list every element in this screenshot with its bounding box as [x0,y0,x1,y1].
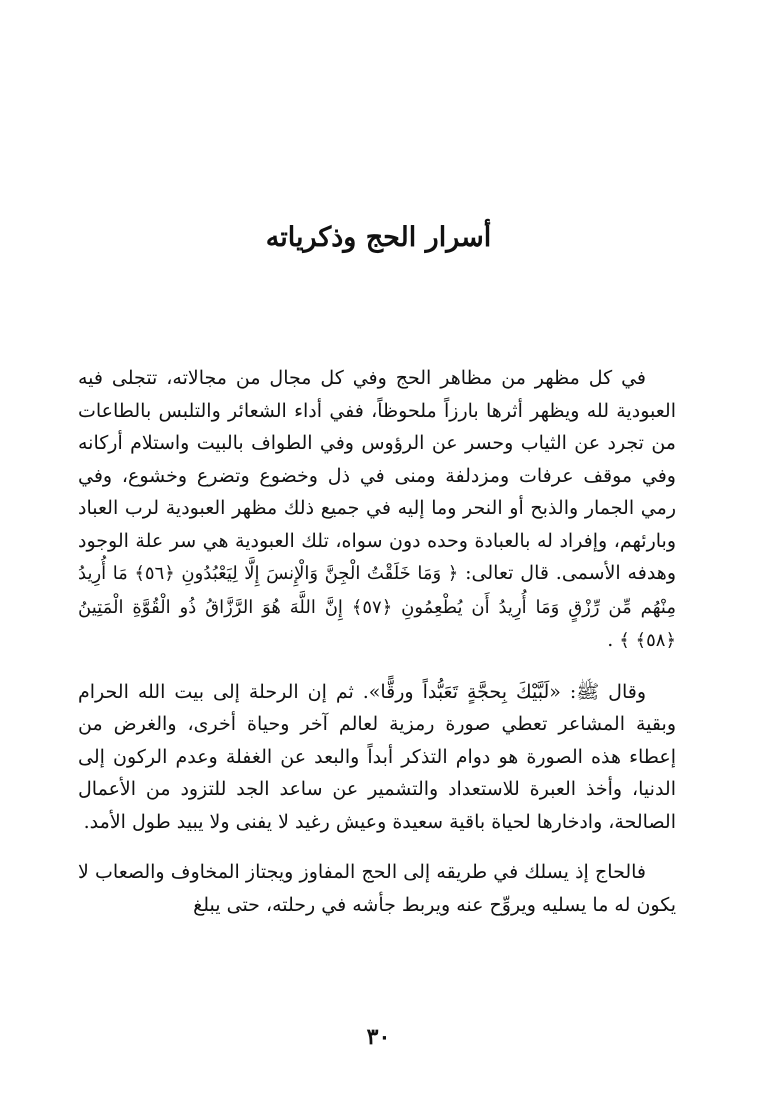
paragraph-2: وقال ﷺ: «لَبَّيْكَ بِحجَّةٍ تَعَبُّداً ورقًّا». ثم إن الرحلة إلى بيت الله الحرام وبقية المشاعر تعطي صورة رمزية لعالم آخر وحياة أخرى، والغرض من إعطاء هذه الصورة هو دوام التذكر أبداً والبعد عن الغفلة وعدم الركون إلى الدنيا، وأخذ العبرة للاستعداد والتشمير عن ساعد الجد للتزود من الأعمال الصالحة، وادخارها لحياة باقية سعيدة وعيش رغيد لا يفنى ولا يبيد طول الأمد. [78,680,676,833]
paragraph-1 [78,362,676,658]
page-title: أسرار الحج وذكرياته [265,222,492,253]
paragraph-3: فالحاج إذ يسلك في طريقه إلى الحج المفاوز ويجتاز المخاوف والصعاب لا يكون له ما يسليه ويروِّح عنه ويربط جأشه في رحلته، حتى يبلغ [78,861,676,916]
quran-verse: ﴿ وَمَا خَلَقْتُ الْجِنَّ وَالْإِنسَ إِلَّا لِيَعْبُدُونِ ﴿٥٦﴾ مَا أُرِيدُ مِنْهُم مِّن رِّزْقٍ وَمَا أُرِيدُ أَن يُطْعِمُونِ ﴿٥٧﴾ إِنَّ اللَّهَ هُوَ الرَّزَّاقُ ذُو الْقُوَّةِ الْمَتِينُ ﴿٥٨﴾ ﴾ [78,563,677,651]
paragraph-1-end: . [607,629,614,651]
page-number: ٣٠ [366,1024,391,1050]
body-text [78,362,676,921]
paragraph-1-text: في كل مظهر من مظاهر الحج وفي كل مجال من مجالاته، تتجلى فيه العبودية لله ويظهر أثرها بارزاً ملحوظاً، ففي أداء الشعائر والتلبس بالطاعات من تجرد عن الثياب وحسر عن الرؤوس وفي الطواف بالبيت واستلام أركانه وفي موقف عرفات ومزدلفة ومنى في ذل وخضوع وتضرع وخشوع، وفي رمي الجمار والذبح أو النحر وما إليه في جميع ذلك مظهر العبودية لرب العباد وبارئهم، وإفراد له بالعبادة وحده دون سواه، تلك العبودية هي سر علة الوجود وهدفه الأسمى. قال تعالى: [78,367,676,584]
